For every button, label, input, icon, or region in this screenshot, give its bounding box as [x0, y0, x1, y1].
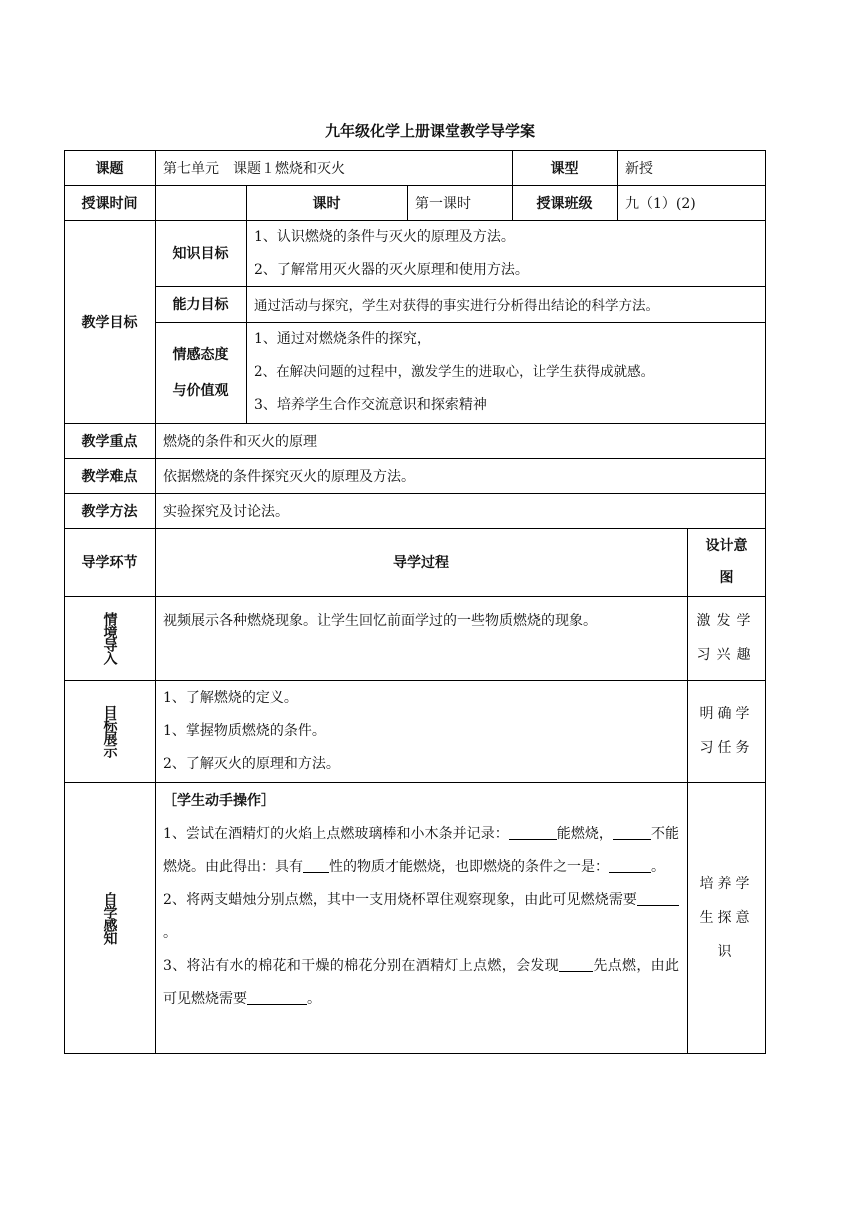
emotion-goal-1: 1、通过对燃烧条件的探究， — [254, 331, 431, 347]
blank-condition-1 — [609, 858, 651, 873]
self-study-paragraph-2: 2、将两支蜡烛分别点燃，其中一支用烧杯罩住观察现象，由此可见燃烧需要。 — [163, 884, 679, 950]
focus-value: 燃烧的条件和灭火的原理 — [163, 433, 317, 450]
self-study-content — [155, 782, 687, 1054]
difficulty-label: 教学难点 — [81, 468, 138, 485]
period-value: 第一课时 — [415, 195, 471, 212]
goals-show-item-3: 2、了解灭火的原理和方法。 — [163, 756, 340, 772]
period-label: 课时 — [312, 195, 341, 212]
type-value: 新授 — [625, 160, 653, 177]
ability-goal-label: 能力目标 — [172, 297, 229, 313]
goals-show-content — [155, 680, 687, 782]
emotion-goal-label — [155, 322, 246, 423]
knowledge-goal-label: 知识目标 — [172, 246, 229, 262]
guide-step-header: 导学环节 — [81, 555, 138, 571]
self-study-heading: ［学生动手操作］ — [163, 793, 275, 809]
goals-show-item-1: 1、了解燃烧的定义。 — [163, 690, 298, 706]
knowledge-goal-1: 1、认识燃烧的条件与灭火的原理及方法。 — [254, 229, 515, 245]
emotion-goal-2: 2、在解决问题的过程中，激发学生的进取心，让学生获得成就感。 — [254, 364, 655, 380]
goals-show-step: 目标展示 — [101, 705, 118, 757]
emotion-goal-3: 3、培养学生合作交流意识和探索精神 — [254, 397, 487, 413]
emotion-goal-label-line1: 情感态度 — [172, 346, 229, 363]
ability-goal-content: 通过活动与探究，学生对获得的事实进行分析得出结论的科学方法。 — [254, 298, 659, 314]
focus-label: 教学重点 — [81, 433, 138, 450]
self-study-paragraph-3: 3、将沾有水的棉花和干燥的棉花分别在酒精灯上点燃，会发现 先点燃，由此可见燃烧需要 。 — [163, 958, 680, 1007]
self-study-intent: 培养学生探意识 — [699, 876, 754, 960]
emotion-goal-content — [246, 322, 766, 423]
self-study-paragraph-1: 1、尝试在酒精灯的火焰上点燃玻璃棒和小木条并记录： 能燃烧， 不能燃烧。由此得出：具有 性的物质才能燃烧，也即燃烧的条件之一是： 。 — [163, 826, 680, 875]
emotion-goal-label-line2: 与价值观 — [172, 382, 229, 399]
knowledge-goal-2: 2、了解常用灭火器的灭火原理和使用方法。 — [254, 262, 529, 278]
guide-process-header: 导学过程 — [393, 555, 449, 571]
blank-condition-2 — [637, 891, 679, 906]
method-label: 教学方法 — [81, 503, 138, 520]
guide-intent-header: 设计意图 — [705, 538, 748, 586]
knowledge-goal-content — [246, 220, 766, 286]
goals-show-intent: 明确学习任务 — [699, 706, 754, 756]
intro-intent: 激发学习兴趣 — [696, 613, 757, 663]
topic-label: 课题 — [95, 160, 124, 177]
blank-which-first — [559, 957, 593, 972]
goals-show-item-2: 1、掌握物质燃烧的条件。 — [163, 723, 326, 739]
topic-value: 第七单元 课题１燃烧和灭火 — [163, 160, 345, 177]
difficulty-value: 依据燃烧的条件探究灭火的原理及方法。 — [163, 468, 415, 485]
blank-cannot-burn — [613, 825, 651, 840]
time-label: 授课时间 — [81, 195, 138, 212]
intro-step: 情境导入 — [101, 612, 118, 664]
blank-can-burn — [509, 825, 557, 840]
intro-content: 视频展示各种燃烧现象。让学生回忆前面学过的一些物质燃烧的现象。 — [163, 613, 597, 629]
class-label: 授课班级 — [536, 195, 593, 212]
method-value: 实验探究及讨论法。 — [163, 503, 289, 520]
document-title: 九年级化学上册课堂教学导学案 — [324, 122, 535, 140]
blank-condition-3 — [247, 990, 307, 1005]
goals-label: 教学目标 — [81, 314, 138, 331]
type-label: 课型 — [550, 160, 579, 177]
time-value — [155, 185, 246, 220]
self-study-step: 自学感知 — [101, 892, 118, 944]
class-value: 九（1）(2) — [625, 195, 696, 212]
blank-property — [303, 858, 329, 873]
